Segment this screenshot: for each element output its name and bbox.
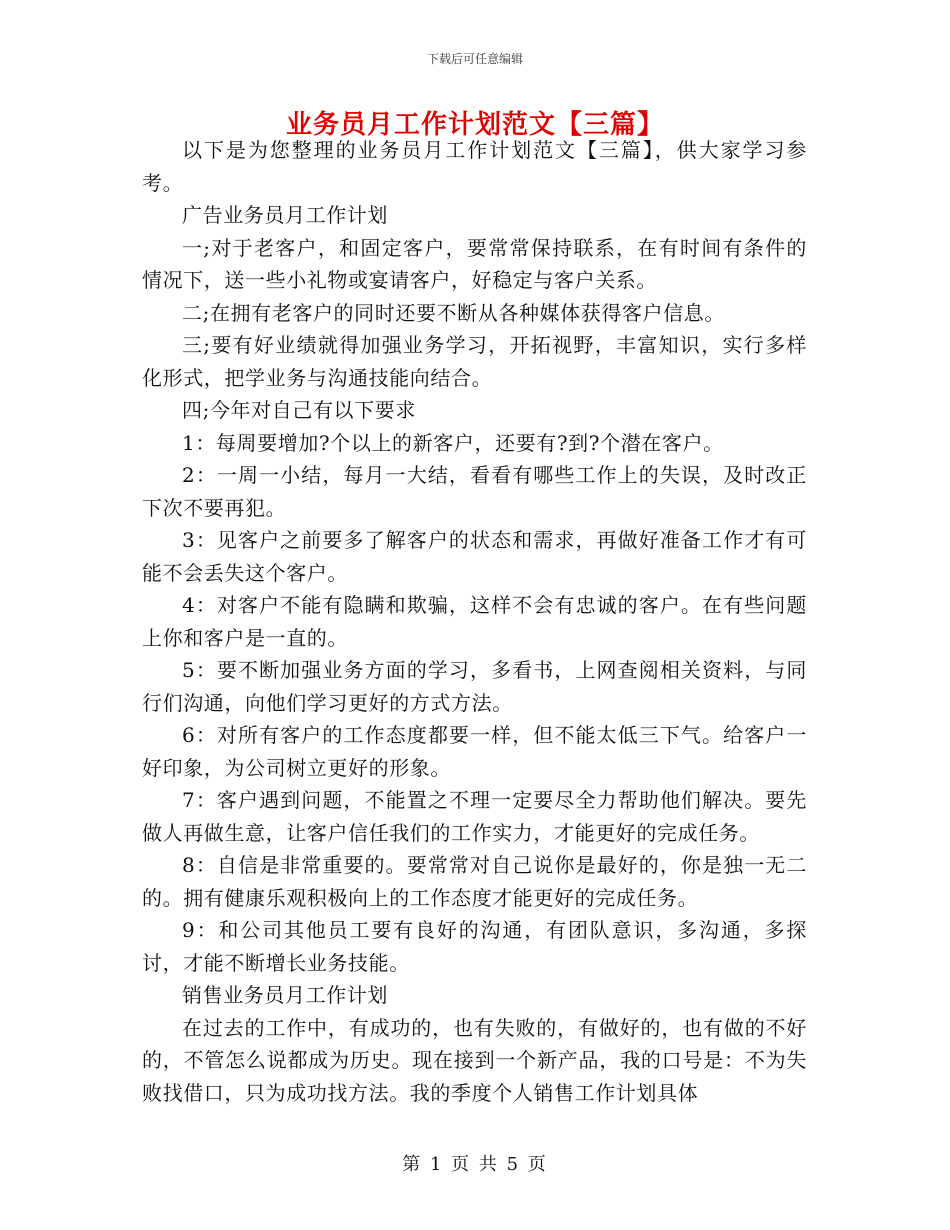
header-note: 下载后可任意编辑 <box>426 52 523 66</box>
list-item: 6：对所有客户的工作态度都要一样，但不能太低三下气。给客户一好印象，为公司树立更好的形象。 <box>142 723 807 780</box>
page-number-footer: 第 1 页 共 5 页 <box>402 1154 548 1175</box>
paragraph: 在过去的工作中，有成功的，也有失败的，有做好的，也有做的不好的，不管怎么说都成为历史。现在接到一个新产品，我的口号是：不为失败找借口，只为成功找方法。我的季度个人销售工作计划具体 <box>142 1015 807 1105</box>
list-item: 8：自信是非常重要的。要常常对自己说你是最好的，你是独一无二的。拥有健康乐观积极向上的工作态度才能更好的完成任务。 <box>142 853 807 910</box>
list-item: 1：每周要增加?个以上的新客户，还要有?到?个潜在客户。 <box>182 430 724 455</box>
list-item: 2：一周一小结，每月一大结，看看有哪些工作上的失误，及时改正下次不要再犯。 <box>142 463 807 520</box>
list-item: 9：和公司其他员工要有良好的沟通，有团队意识，多沟通，多探讨，才能不断增长业务技能。 <box>142 918 807 975</box>
section-heading-advertising: 广告业务员月工作计划 <box>182 203 388 227</box>
paragraph-intro: 以下是为您整理的业务员月工作计划范文【三篇】，供大家学习参考。 <box>142 138 807 195</box>
document-title: 业务员月工作计划范文【三篇】 <box>285 110 664 140</box>
document-body <box>142 134 807 1109</box>
paragraph: 一;对于老客户，和固定客户，要常常保持联系，在有时间有条件的情况下，送一些小礼物或宴请客户，好稳定与客户关系。 <box>142 235 807 292</box>
section-heading-sales: 销售业务员月工作计划 <box>182 983 388 1007</box>
list-item: 3：见客户之前要多了解客户的状态和需求，再做好准备工作才有可能不会丢失这个客户。 <box>142 528 807 585</box>
paragraph: 三;要有好业绩就得加强业务学习，开拓视野，丰富知识，实行多样化形式，把学业务与沟通技能向结合。 <box>142 333 807 390</box>
paragraph: 四;今年对自己有以下要求 <box>182 398 416 422</box>
paragraph: 二;在拥有老客户的同时还要不断从各种媒体获得客户信息。 <box>182 300 725 325</box>
list-item: 5：要不断加强业务方面的学习，多看书，上网查阅相关资料，与同行们沟通，向他们学习更好的方式方法。 <box>142 658 807 715</box>
list-item: 4：对客户不能有隐瞒和欺骗，这样不会有忠诚的客户。在有些问题上你和客户是一直的。 <box>142 593 807 650</box>
list-item: 7：客户遇到问题，不能置之不理一定要尽全力帮助他们解决。要先做人再做生意，让客户信任我们的工作实力，才能更好的完成任务。 <box>142 788 807 845</box>
